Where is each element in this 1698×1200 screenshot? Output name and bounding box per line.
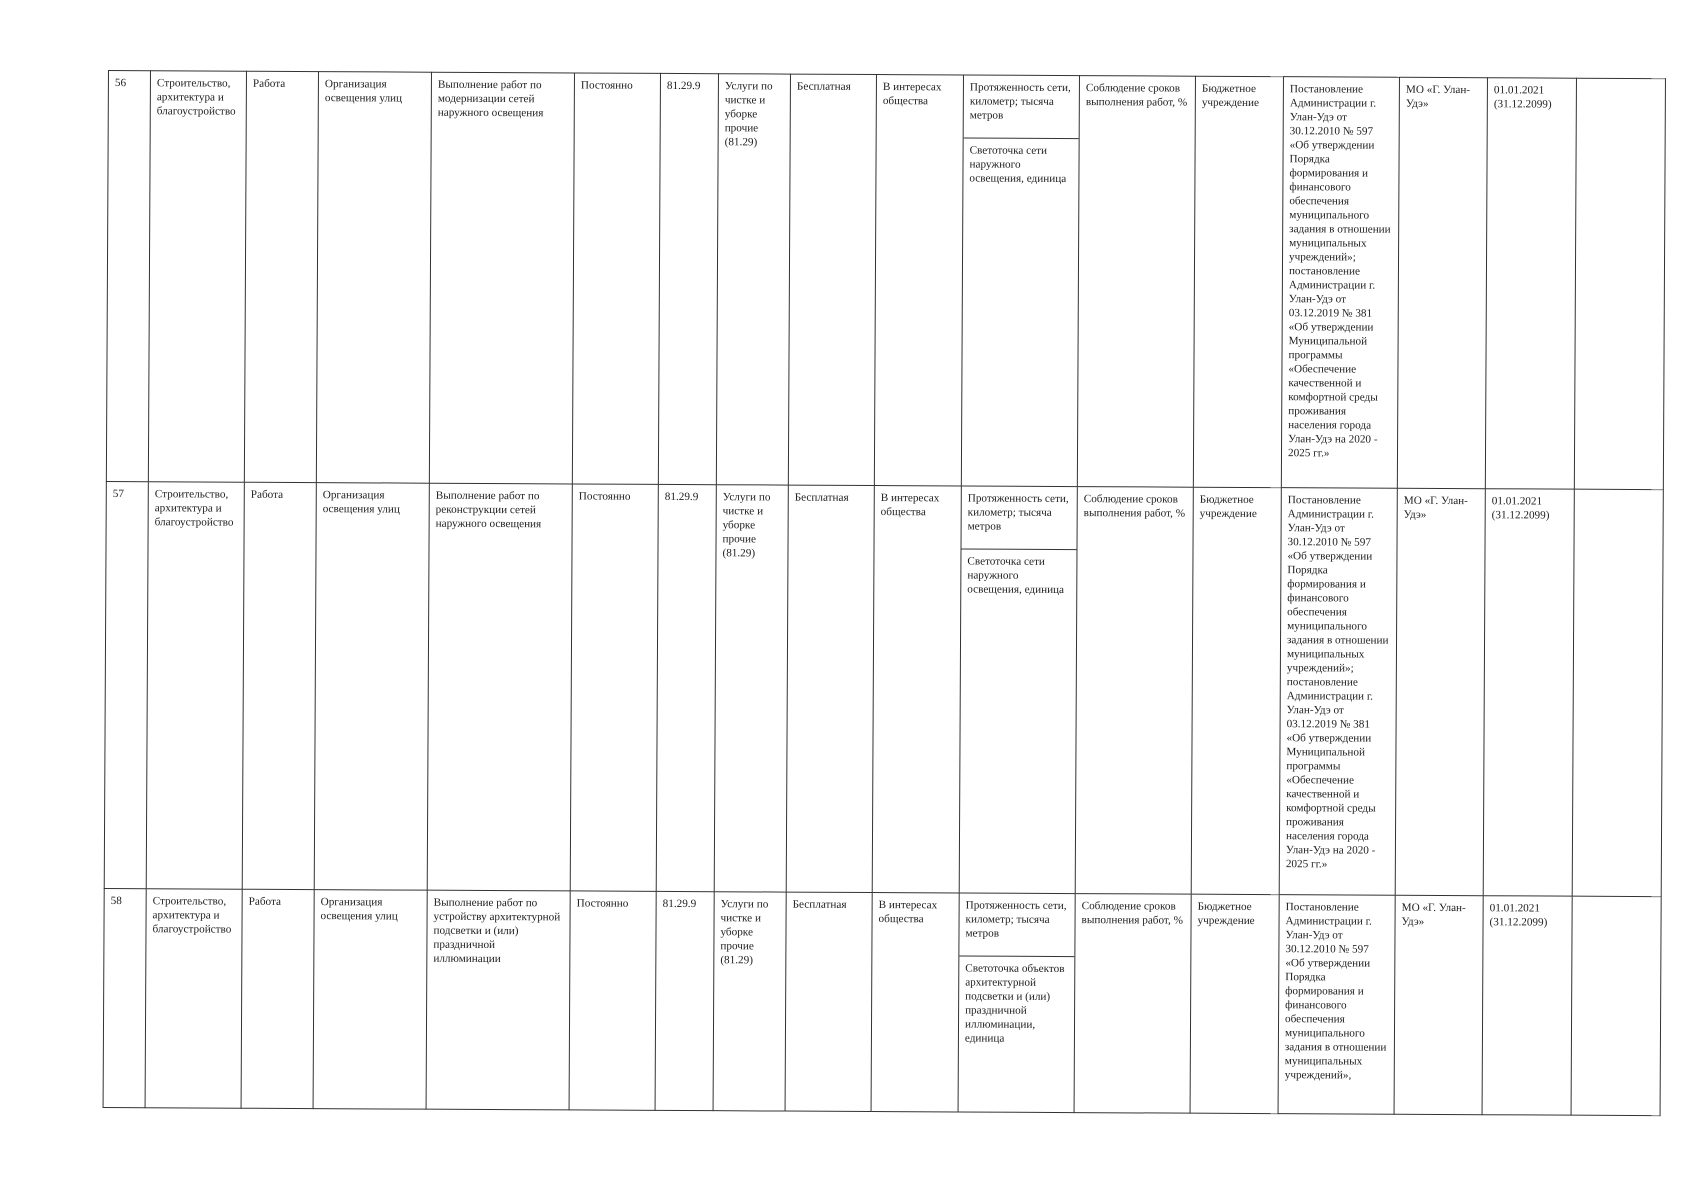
dates-cell: 01.01.2021 (31.12.2099) xyxy=(1483,489,1574,896)
volume-indicator-1: Протяженность сети, километр; тысяча метров xyxy=(959,893,1074,957)
payment-cell: Бесплатная xyxy=(788,74,876,485)
institution-cell: Бюджетное учреждение xyxy=(1193,76,1283,487)
table-row xyxy=(104,481,1663,896)
volume-indicator-1: Протяженность сети, километр; тысяча метров xyxy=(964,75,1079,139)
periodicity-cell: Постоянно xyxy=(569,891,656,1110)
periodicity-cell: Постоянно xyxy=(570,484,658,891)
okpd-cell: Услуги по чистке и уборке прочие (81.29) xyxy=(714,485,788,892)
volume-indicator-2: Светоточка сети наружного освещения, единица xyxy=(969,144,1067,186)
sphere-cell: Строительство, архитектура и благоустройство xyxy=(146,482,244,889)
row-number: 58 xyxy=(103,888,146,1107)
volume-indicator-2: Светоточка объектов архитектурной подсветки и (или) праздничной иллюминации, единица xyxy=(964,962,1065,1045)
dates-cell: 01.01.2021 (31.12.2099) xyxy=(1482,896,1572,1115)
volume-indicator-2: Светоточка сети наружного освещения, единица xyxy=(967,555,1065,597)
content-cell: Выполнение работ по реконструкции сетей наружного освещения xyxy=(427,483,572,891)
empty-cell xyxy=(1572,489,1663,896)
empty-cell xyxy=(1571,896,1661,1115)
sphere-cell: Строительство, архитектура и благоустройство xyxy=(148,71,246,482)
okved-cell: 81.29.9 xyxy=(655,891,714,1110)
scanned-document-page xyxy=(103,70,1663,1116)
payment-cell: Бесплатная xyxy=(786,485,874,892)
content-cell: Выполнение работ по модернизации сетей наружного освещения xyxy=(429,72,574,484)
row-number: 57 xyxy=(104,481,148,888)
registry-table xyxy=(103,70,1666,1116)
name-cell: Организация освещения улиц xyxy=(313,890,427,1110)
institution-cell: Бюджетное учреждение xyxy=(1191,487,1281,894)
volume-indicators-cell xyxy=(961,75,1079,487)
legal-basis-cell: Постановление Администрации г. Улан-Удэ от 30.12.2010 № 597 «Об утверждении Порядка формирования и финансового обеспечения муниципального задания в отношении муниципальных учреждений», xyxy=(1278,895,1395,1115)
volume-indicators-cell xyxy=(959,486,1077,894)
sphere-cell: Строительство, архитектура и благоустройство xyxy=(145,889,242,1108)
kind-cell: Работа xyxy=(241,889,314,1108)
municipality-cell: МО «Г. Улан-Удэ» xyxy=(1395,488,1485,895)
table-row xyxy=(103,888,1661,1115)
quality-cell: Соблюдение сроков выполнения работ, % xyxy=(1077,76,1195,488)
okpd-cell: Услуги по чистке и уборке прочие (81.29) xyxy=(713,892,786,1111)
institution-cell: Бюджетное учреждение xyxy=(1190,894,1279,1113)
quality-cell: Соблюдение сроков выполнения работ, % xyxy=(1074,894,1191,1114)
table-row xyxy=(106,71,1665,490)
municipality-cell: МО «Г. Улан-Удэ» xyxy=(1394,895,1483,1114)
consumers-cell: В интересах общества xyxy=(872,486,961,893)
dates-cell: 01.01.2021 (31.12.2099) xyxy=(1485,78,1576,489)
payment-cell: Бесплатная xyxy=(785,892,872,1111)
okved-cell: 81.29.9 xyxy=(656,484,716,891)
name-cell: Организация освещения улиц xyxy=(316,72,431,484)
empty-cell xyxy=(1574,78,1665,489)
municipality-cell: МО «Г. Улан-Удэ» xyxy=(1397,77,1487,488)
okpd-cell: Услуги по чистке и уборке прочие (81.29) xyxy=(716,74,790,485)
row-number: 56 xyxy=(106,71,150,482)
periodicity-cell: Постоянно xyxy=(572,73,660,484)
legal-basis-cell: Постановление Администрации г. Улан-Удэ от 30.12.2010 № 597 «Об утверждении Порядка формирования и финансового обеспечения муниципального задания в отношении муниципальных учреждений»; постановление Администрации г. Улан-Удэ от 03.12.2019 № 381 «Об утверждении Муниципальной программы «Обеспечение качественной и комфортной среды проживания населения города Улан-Удэ на 2020 - 2025 гг.» xyxy=(1281,77,1399,489)
legal-basis-cell: Постановление Администрации г. Улан-Удэ от 30.12.2010 № 597 «Об утверждении Порядка формирования и финансового обеспечения муниципального задания в отношении муниципальных учреждений»; постановление Администрации г. Улан-Удэ от 03.12.2019 № 381 «Об утверждении Муниципальной программы «Обеспечение качественной и комфортной среды проживания населения города Улан-Удэ на 2020 - 2025 гг.» xyxy=(1279,488,1397,896)
okved-cell: 81.29.9 xyxy=(658,73,718,484)
kind-cell: Работа xyxy=(244,71,318,482)
quality-cell: Соблюдение сроков выполнения работ, % xyxy=(1075,487,1193,895)
name-cell: Организация освещения улиц xyxy=(314,483,429,891)
consumers-cell: В интересах общества xyxy=(874,75,963,486)
kind-cell: Работа xyxy=(242,482,316,889)
content-cell: Выполнение работ по устройству архитектурной подсветки и (или) праздничной иллюминации xyxy=(426,890,570,1110)
volume-indicators-cell xyxy=(958,893,1075,1113)
volume-indicator-1: Протяженность сети, километр; тысяча метров xyxy=(962,486,1077,550)
consumers-cell: В интересах общества xyxy=(871,893,959,1112)
